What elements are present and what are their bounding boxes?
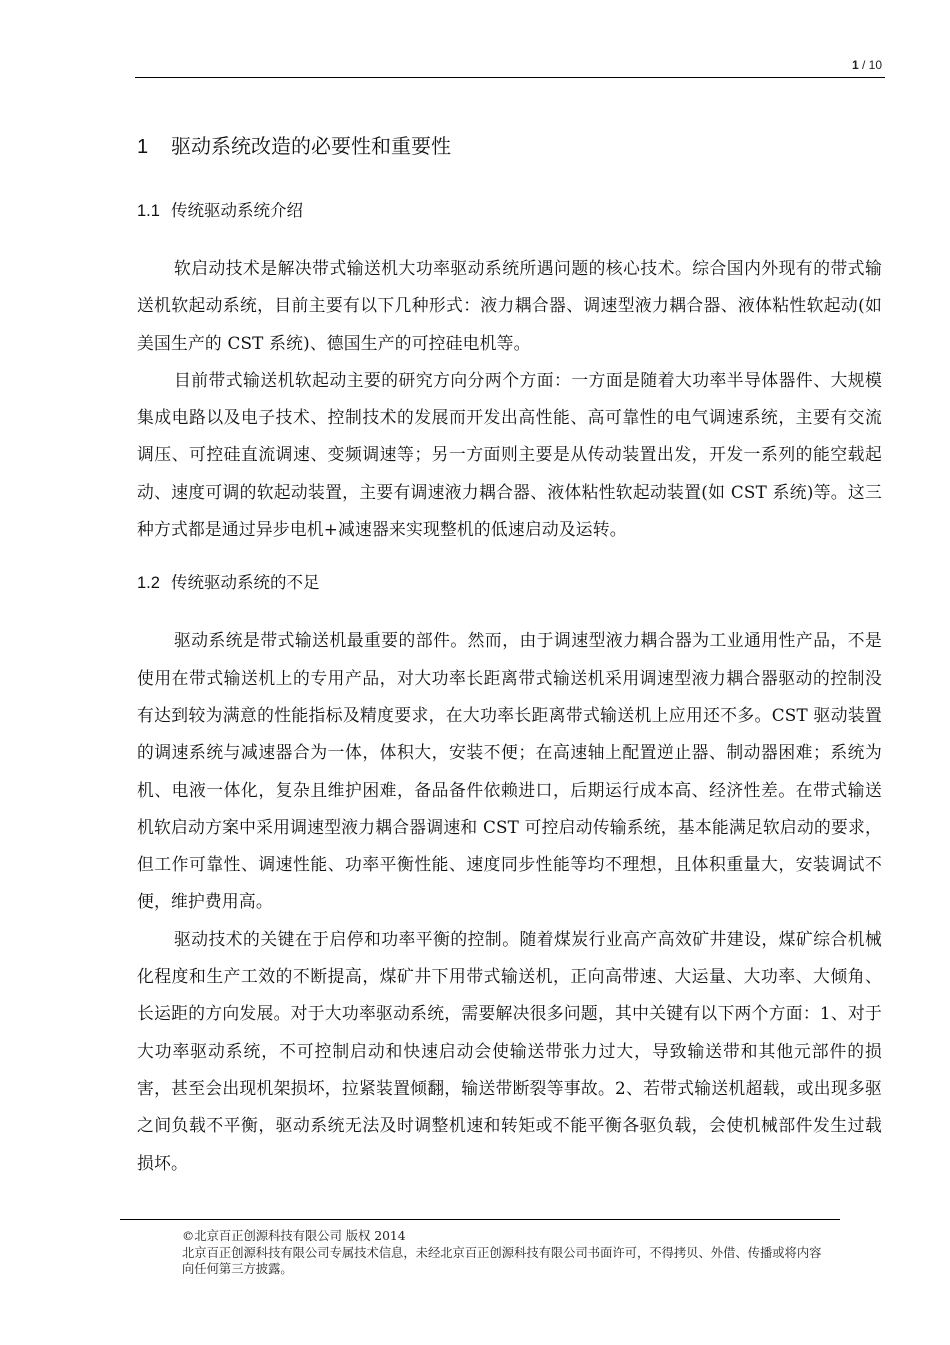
paragraph: 软启动技术是解决带式输送机大功率驱动系统所遇问题的核心技术。综合国内外现有的带式输送机软起动系统，目前主要有以下几种形式：液力耦合器、调速型液力耦合器、液体粘性软起动(如美国生产的 CST 系统)、德国生产的可控硅电机等。 — [137, 258, 882, 353]
footer-copyright: ©北京百正创源科技有限公司 版权 2014 — [182, 1229, 406, 1243]
page-separator: / — [858, 58, 869, 72]
section-1-1-number: 1.1 — [137, 202, 160, 220]
footer — [182, 1228, 822, 1277]
footer-notice: 北京百正创源科技有限公司专属技术信息，未经北京百正创源科技有限公司书面许可，不得拷贝、外借、传播或将内容向任何第三方披露。 — [182, 1246, 822, 1276]
paragraph: 目前带式输送机软起动主要的研究方向分两个方面：一方面是随着大功率半导体器件、大规模集成电路以及电子技术、控制技术的发展而开发出高性能、高可靠性的电气调速系统，主要有交流调压、可控硅直流调速、变频调速等；另一方面则主要是从传动装置出发，开发一系列的能空载起动、速度可调的软起动装置，主要有调速液力耦合器、液体粘性软起动装置(如 CST 系统)等。这三种方式都是通过异步电机+减速器来实现整机的低速启动及运转。 — [137, 369, 882, 540]
paragraph: 驱动系统是带式输送机最重要的部件。然而，由于调速型液力耦合器为工业通用性产品，不是使用在带式输送机上的专用产品，对大功率长距离带式输送机采用调速型液力耦合器驱动的控制没有达到较为满意的性能指标及精度要求，在大功率长距离带式输送机上应用还不多。CST 驱动装置的调速系统与减速器合为一体，体积大，安装不便；在高速轴上配置逆止器、制动器困难；系统为机、电液一体化，复杂且维护困难，备品备件依赖进口，后期运行成本高、经济性差。在带式输送机软启动方案中采用调速型液力耦合器调速和 CST 可控启动传输系统，基本能满足软启动的要求，但工作可靠性、调速性能、功率平衡性能、速度同步性能等均不理想，且体积重量大，安装调试不便，维护费用高。 — [137, 630, 882, 912]
section-1-2-number: 1.2 — [137, 574, 160, 593]
section-1-title: 驱动系统改造的必要性和重要性 — [171, 136, 451, 158]
section-1-1-heading — [137, 196, 882, 226]
header-divider — [135, 77, 885, 78]
section-1-2-title: 传统驱动系统的不足 — [171, 574, 320, 593]
section-1-number: 1 — [137, 136, 149, 158]
document-body — [137, 130, 882, 1182]
section-1-heading — [137, 130, 882, 164]
page-current: 1 — [851, 58, 859, 72]
page-total: 10 — [868, 58, 882, 72]
page-number — [852, 58, 882, 72]
section-1-1-title: 传统驱动系统介绍 — [171, 202, 303, 220]
paragraph: 驱动技术的关键在于启停和功率平衡的控制。随着煤炭行业高产高效矿井建设，煤矿综合机械化程度和生产工效的不断提高，煤矿井下用带式输送机，正向高带速、大运量、大功率、大倾角、长运距的方向发展。对于大功率驱动系统，需要解决很多问题，其中关键有以下两个方面：1、对于大功率驱动系统，不可控制启动和快速启动会使输送带张力过大，导致输送带和其他元部件的损害，甚至会出现机架损坏，拉紧装置倾翻，输送带断裂等事故。2、若带式输送机超载，或出现多驱之间负载不平衡，驱动系统无法及时调整机速和转矩或不能平衡各驱负载，会使机械部件发生过载损坏。 — [137, 928, 882, 1173]
footer-divider — [120, 1219, 840, 1220]
section-1-2-heading — [137, 568, 882, 598]
